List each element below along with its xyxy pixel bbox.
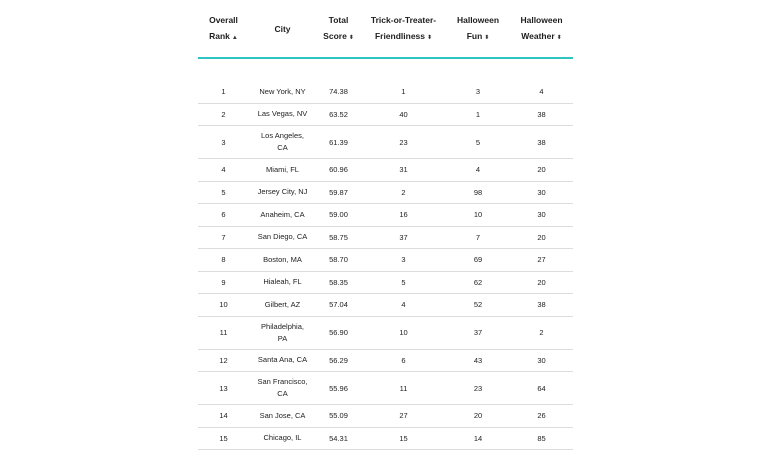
cell-fun: 69	[446, 249, 510, 272]
cell-city-text: Las Vegas, NV	[257, 109, 308, 119]
cell-trick: 5	[361, 271, 446, 294]
cell-weather: 64	[510, 372, 573, 405]
cell-score: 59.87	[316, 181, 361, 204]
cell-rank: 9	[198, 271, 249, 294]
header-rank-line2: Rank	[209, 30, 230, 41]
cell-rank: 1	[198, 81, 249, 103]
header-total-score[interactable]	[316, 0, 361, 58]
header-score-line1: Total	[328, 14, 349, 25]
cell-fun: 5	[446, 126, 510, 159]
cell-weather: 27	[510, 249, 573, 272]
table-row	[198, 181, 573, 204]
cell-city-text: New York, NY	[259, 86, 306, 96]
table-row	[198, 81, 573, 103]
cell-trick: 1	[361, 81, 446, 103]
cell-city-text: Chicago, IL	[263, 433, 302, 443]
table-body	[198, 58, 573, 450]
cell-city-text: Los Angeles, CA	[261, 131, 304, 152]
cell-trick: 3	[361, 249, 446, 272]
cell-weather: 30	[510, 181, 573, 204]
cell-score: 60.96	[316, 159, 361, 182]
cell-city	[249, 427, 316, 450]
header-city-label: City	[274, 23, 291, 34]
header-weather-line1: Halloween	[520, 14, 563, 25]
cell-weather: 20	[510, 226, 573, 249]
table-header-row	[198, 0, 573, 58]
cell-weather: 38	[510, 126, 573, 159]
cell-trick: 4	[361, 294, 446, 317]
cell-fun: 10	[446, 204, 510, 227]
cell-city	[249, 249, 316, 272]
cell-score: 58.70	[316, 249, 361, 272]
header-trick-line1: Trick-or-Treater-	[370, 14, 437, 25]
cell-city-text: San Francisco, CA	[257, 377, 308, 398]
table-row	[198, 226, 573, 249]
cell-fun: 7	[446, 226, 510, 249]
cell-weather: 30	[510, 349, 573, 372]
cell-fun: 23	[446, 372, 510, 405]
table-row	[198, 294, 573, 317]
cell-score: 56.29	[316, 349, 361, 372]
cell-score: 54.31	[316, 427, 361, 450]
table-row	[198, 427, 573, 450]
cell-weather: 30	[510, 204, 573, 227]
cell-trick: 10	[361, 316, 446, 349]
cell-city	[249, 81, 316, 103]
table-row	[198, 316, 573, 349]
header-fun-line2: Fun	[466, 30, 483, 41]
cell-weather: 26	[510, 405, 573, 428]
sort-toggle-icon[interactable]: ⬍	[484, 34, 490, 41]
cell-fun: 98	[446, 181, 510, 204]
table-row	[198, 204, 573, 227]
cell-weather: 2	[510, 316, 573, 349]
cell-score: 55.96	[316, 372, 361, 405]
header-score-line2: Score	[323, 30, 347, 41]
cell-fun: 1	[446, 103, 510, 126]
cell-rank: 13	[198, 372, 249, 405]
cell-rank: 4	[198, 159, 249, 182]
cell-city	[249, 349, 316, 372]
cell-city-text: San Jose, CA	[259, 410, 306, 420]
header-overall-rank[interactable]	[198, 0, 249, 58]
cell-rank: 8	[198, 249, 249, 272]
cell-score: 58.75	[316, 226, 361, 249]
cell-city-text: Miami, FL	[266, 164, 299, 174]
cell-city	[249, 226, 316, 249]
rankings-table-container	[198, 0, 573, 450]
header-rank-line1: Overall	[209, 14, 238, 25]
cell-city	[249, 181, 316, 204]
cell-weather: 85	[510, 427, 573, 450]
table-row	[198, 349, 573, 372]
header-city	[249, 0, 316, 58]
cell-score: 57.04	[316, 294, 361, 317]
cell-score: 63.52	[316, 103, 361, 126]
cell-city	[249, 316, 316, 349]
cell-city	[249, 126, 316, 159]
sort-toggle-icon[interactable]: ⬍	[427, 34, 433, 41]
cell-weather: 20	[510, 159, 573, 182]
cell-score: 56.90	[316, 316, 361, 349]
cell-city-text: Santa Ana, CA	[257, 355, 308, 365]
cell-rank: 11	[198, 316, 249, 349]
header-weather-line2: Weather	[521, 30, 555, 41]
cell-rank: 5	[198, 181, 249, 204]
spacer-cell	[198, 58, 573, 81]
cell-fun: 43	[446, 349, 510, 372]
cell-trick: 27	[361, 405, 446, 428]
cell-rank: 14	[198, 405, 249, 428]
table-row	[198, 249, 573, 272]
cell-fun: 62	[446, 271, 510, 294]
cell-rank: 3	[198, 126, 249, 159]
table-row	[198, 405, 573, 428]
cell-trick: 37	[361, 226, 446, 249]
cell-rank: 2	[198, 103, 249, 126]
cell-score: 61.39	[316, 126, 361, 159]
table-row	[198, 159, 573, 182]
cell-weather: 4	[510, 81, 573, 103]
cell-fun: 4	[446, 159, 510, 182]
header-halloween-weather[interactable]	[510, 0, 573, 58]
cell-city	[249, 103, 316, 126]
cell-fun: 14	[446, 427, 510, 450]
table-row	[198, 271, 573, 294]
cell-score: 74.38	[316, 81, 361, 103]
cell-city-text: Anaheim, CA	[260, 209, 305, 219]
cell-rank: 15	[198, 427, 249, 450]
cell-rank: 6	[198, 204, 249, 227]
cell-trick: 15	[361, 427, 446, 450]
header-halloween-fun[interactable]	[446, 0, 510, 58]
cell-rank: 7	[198, 226, 249, 249]
table-row	[198, 126, 573, 159]
header-trick-line2: Friendliness	[374, 30, 426, 41]
cell-fun: 37	[446, 316, 510, 349]
cell-trick: 16	[361, 204, 446, 227]
cell-city	[249, 159, 316, 182]
cell-city-text: San Diego, CA	[257, 232, 308, 242]
table-row	[198, 372, 573, 405]
table-row	[198, 103, 573, 126]
cell-city-text: Boston, MA	[263, 254, 302, 264]
cell-city	[249, 294, 316, 317]
cell-score: 55.09	[316, 405, 361, 428]
cell-trick: 31	[361, 159, 446, 182]
cell-score: 58.35	[316, 271, 361, 294]
cell-rank: 10	[198, 294, 249, 317]
cell-trick: 6	[361, 349, 446, 372]
cell-weather: 38	[510, 103, 573, 126]
sort-toggle-icon[interactable]: ⬍	[556, 34, 562, 41]
cell-city-text: Hialeah, FL	[263, 277, 302, 287]
cell-fun: 3	[446, 81, 510, 103]
cell-city-text: Jersey City, NJ	[257, 187, 308, 197]
cell-fun: 20	[446, 405, 510, 428]
cell-city	[249, 271, 316, 294]
header-fun-line1: Halloween	[456, 14, 500, 25]
sort-ascending-icon[interactable]: ▲	[231, 34, 238, 41]
header-spacer	[198, 58, 573, 81]
cell-city-text: Gilbert, AZ	[264, 299, 301, 309]
cell-trick: 11	[361, 372, 446, 405]
cell-city	[249, 204, 316, 227]
cell-trick: 23	[361, 126, 446, 159]
cell-fun: 52	[446, 294, 510, 317]
cell-city	[249, 405, 316, 428]
cell-trick: 2	[361, 181, 446, 204]
cell-weather: 20	[510, 271, 573, 294]
cell-city-text: Philadelphia, PA	[261, 321, 304, 343]
cell-trick: 40	[361, 103, 446, 126]
cell-rank: 12	[198, 349, 249, 372]
cell-weather: 38	[510, 294, 573, 317]
rankings-table	[198, 0, 573, 450]
cell-score: 59.00	[316, 204, 361, 227]
cell-city	[249, 372, 316, 405]
sort-toggle-icon[interactable]: ⬍	[348, 34, 354, 41]
header-trick-or-treater[interactable]	[361, 0, 446, 58]
